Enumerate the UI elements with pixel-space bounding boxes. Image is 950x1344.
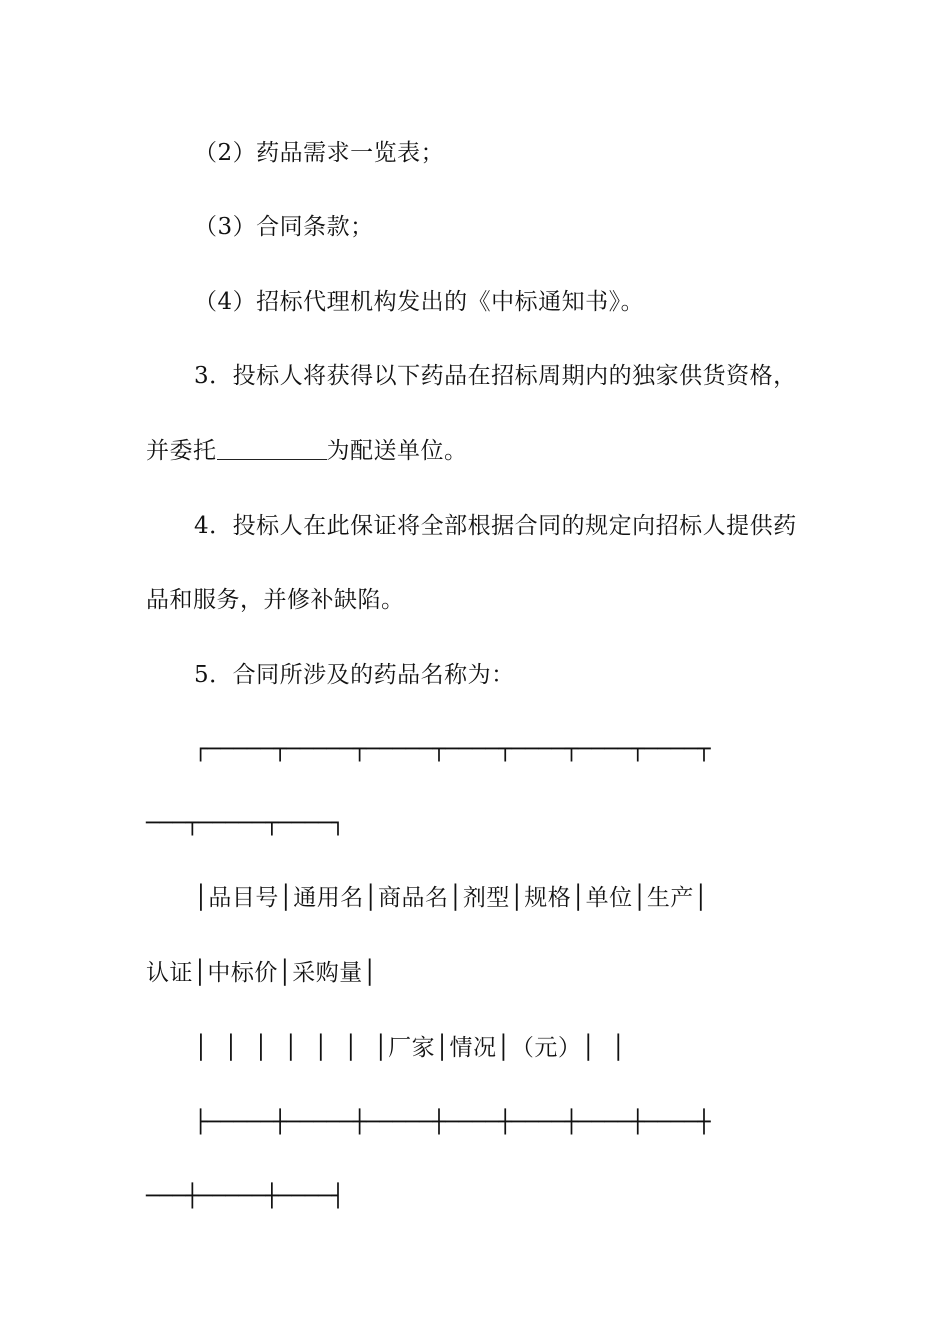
clause-4-line-1: 4．投标人在此保证将全部根据合同的规定向招标人提供药 [194, 513, 797, 539]
table-mid-border-1: ├─────┼─────┼─────┼────┼────┼────┼────┼ [194, 1110, 711, 1135]
table-header-row-3: │ │ │ │ │ │ │厂家│情况│（元）│ │ [194, 1035, 626, 1061]
clause-3-before-blank: 并委托 [146, 438, 217, 464]
table-top-border-1: ┌─────┬─────┬─────┬────┬────┬────┬────┬ [194, 737, 711, 762]
clause-3-line-1: 3．投标人将获得以下药品在招标周期内的独家供货资格， [194, 363, 797, 389]
table-mid-border-2: ───┼─────┼────┤ [146, 1184, 345, 1209]
table-header-row-2: 认证│中标价│采购量│ [146, 960, 378, 986]
clause-5-line-1: 5．合同所涉及的药品名称为： [194, 662, 515, 688]
table-top-border-2: ───┬─────┬────┐ [146, 811, 345, 836]
clause-3-line-2 [146, 431, 816, 471]
list-item-4: （4）招标代理机构发出的《中标通知书》。 [194, 289, 645, 315]
clause-3-after-blank: 为配送单位。 [326, 438, 468, 464]
table-header-row-1: │品目号│通用名│商品名│剂型│规格│单位│生产│ [194, 885, 709, 911]
clause-4-line-2: 品和服务，并修补缺陷。 [146, 587, 405, 613]
list-item-2: （2）药品需求一览表； [194, 140, 445, 166]
list-item-3: （3）合同条款； [194, 214, 374, 240]
fill-in-blank[interactable] [217, 435, 327, 460]
